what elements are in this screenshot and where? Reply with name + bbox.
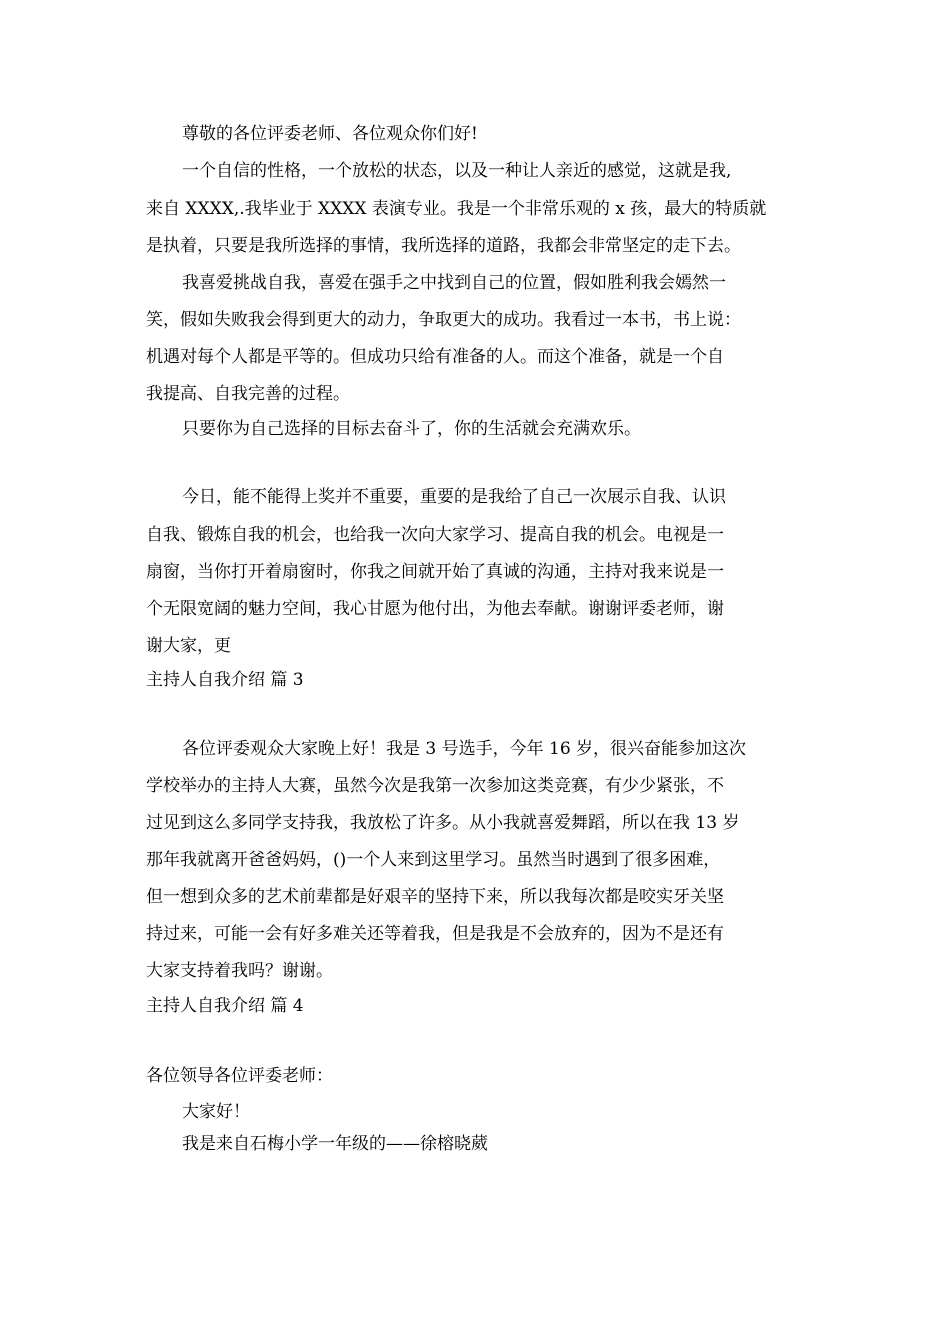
- paragraph-line: 我提高、自我完善的过程。: [146, 384, 350, 404]
- paragraph-line: 但一想到众多的艺术前辈都是好艰辛的坚持下来，所以我每次都是咬实牙关坚: [146, 887, 724, 907]
- section-heading: 主持人自我介绍 篇 4: [146, 996, 304, 1016]
- section-heading: 主持人自我介绍 篇 3: [146, 670, 304, 690]
- paragraph-line: 我是来自石梅小学一年级的——徐榕晓葳: [182, 1134, 488, 1154]
- paragraph-line: 大家支持着我吗？谢谢。: [146, 961, 333, 981]
- paragraph-line: 来自 XXXX,.我毕业于 XXXX 表演专业。我是一个非常乐观的 x 孩，最大的特质就: [146, 199, 767, 219]
- paragraph-line: 那年我就离开爸爸妈妈，()一个人来到这里学习。虽然当时遇到了很多困难，: [146, 850, 721, 870]
- paragraph-line: 持过来，可能一会有好多难关还等着我，但是我是不会放弃的，因为不是还有: [146, 924, 724, 944]
- paragraph-line: 个无限宽阔的魅力空间，我心甘愿为他付出，为他去奉献。谢谢评委老师，谢: [146, 599, 724, 619]
- paragraph-line: 机遇对每个人都是平等的。但成功只给有准备的人。而这个准备，就是一个自: [146, 347, 724, 367]
- paragraph-line: 各位评委观众大家晚上好！我是 3 号选手，今年 16 岁，很兴奋能参加这次: [182, 739, 747, 759]
- paragraph-line: 今日，能不能得上奖并不重要，重要的是我给了自己一次展示自我、认识: [182, 487, 726, 507]
- paragraph-line: 谢大家，更: [146, 636, 231, 656]
- paragraph-line: 笑，假如失败我会得到更大的动力，争取更大的成功。我看过一本书，书上说：: [146, 310, 741, 330]
- paragraph-line: 自我、锻炼自我的机会，也给我一次向大家学习、提高自我的机会。电视是一: [146, 525, 724, 545]
- paragraph-line: 过见到这么多同学支持我，我放松了许多。从小我就喜爱舞蹈，所以在我 13 岁: [146, 813, 740, 833]
- salutation-line: 各位领导各位评委老师：: [146, 1066, 333, 1086]
- paragraph-line: 学校举办的主持人大赛，虽然今次是我第一次参加这类竞赛，有少少紧张，不: [146, 776, 724, 796]
- paragraph-line: 只要你为自己选择的目标去奋斗了，你的生活就会充满欢乐。: [182, 419, 641, 439]
- greeting-line: 尊敬的各位评委老师、各位观众你们好!: [182, 124, 478, 144]
- paragraph-line: 我喜爱挑战自我，喜爱在强手之中找到自己的位置，假如胜利我会嫣然一: [182, 273, 726, 293]
- paragraph-line: 是执着，只要是我所选择的事情，我所选择的道路，我都会非常坚定的走下去。: [146, 236, 741, 256]
- paragraph-line: 大家好！: [182, 1102, 250, 1122]
- paragraph-line: 一个自信的性格，一个放松的状态，以及一种让人亲近的感觉，这就是我,: [182, 161, 732, 181]
- paragraph-line: 扇窗，当你打开着扇窗时，你我之间就开始了真诚的沟通，主持对我来说是一: [146, 562, 724, 582]
